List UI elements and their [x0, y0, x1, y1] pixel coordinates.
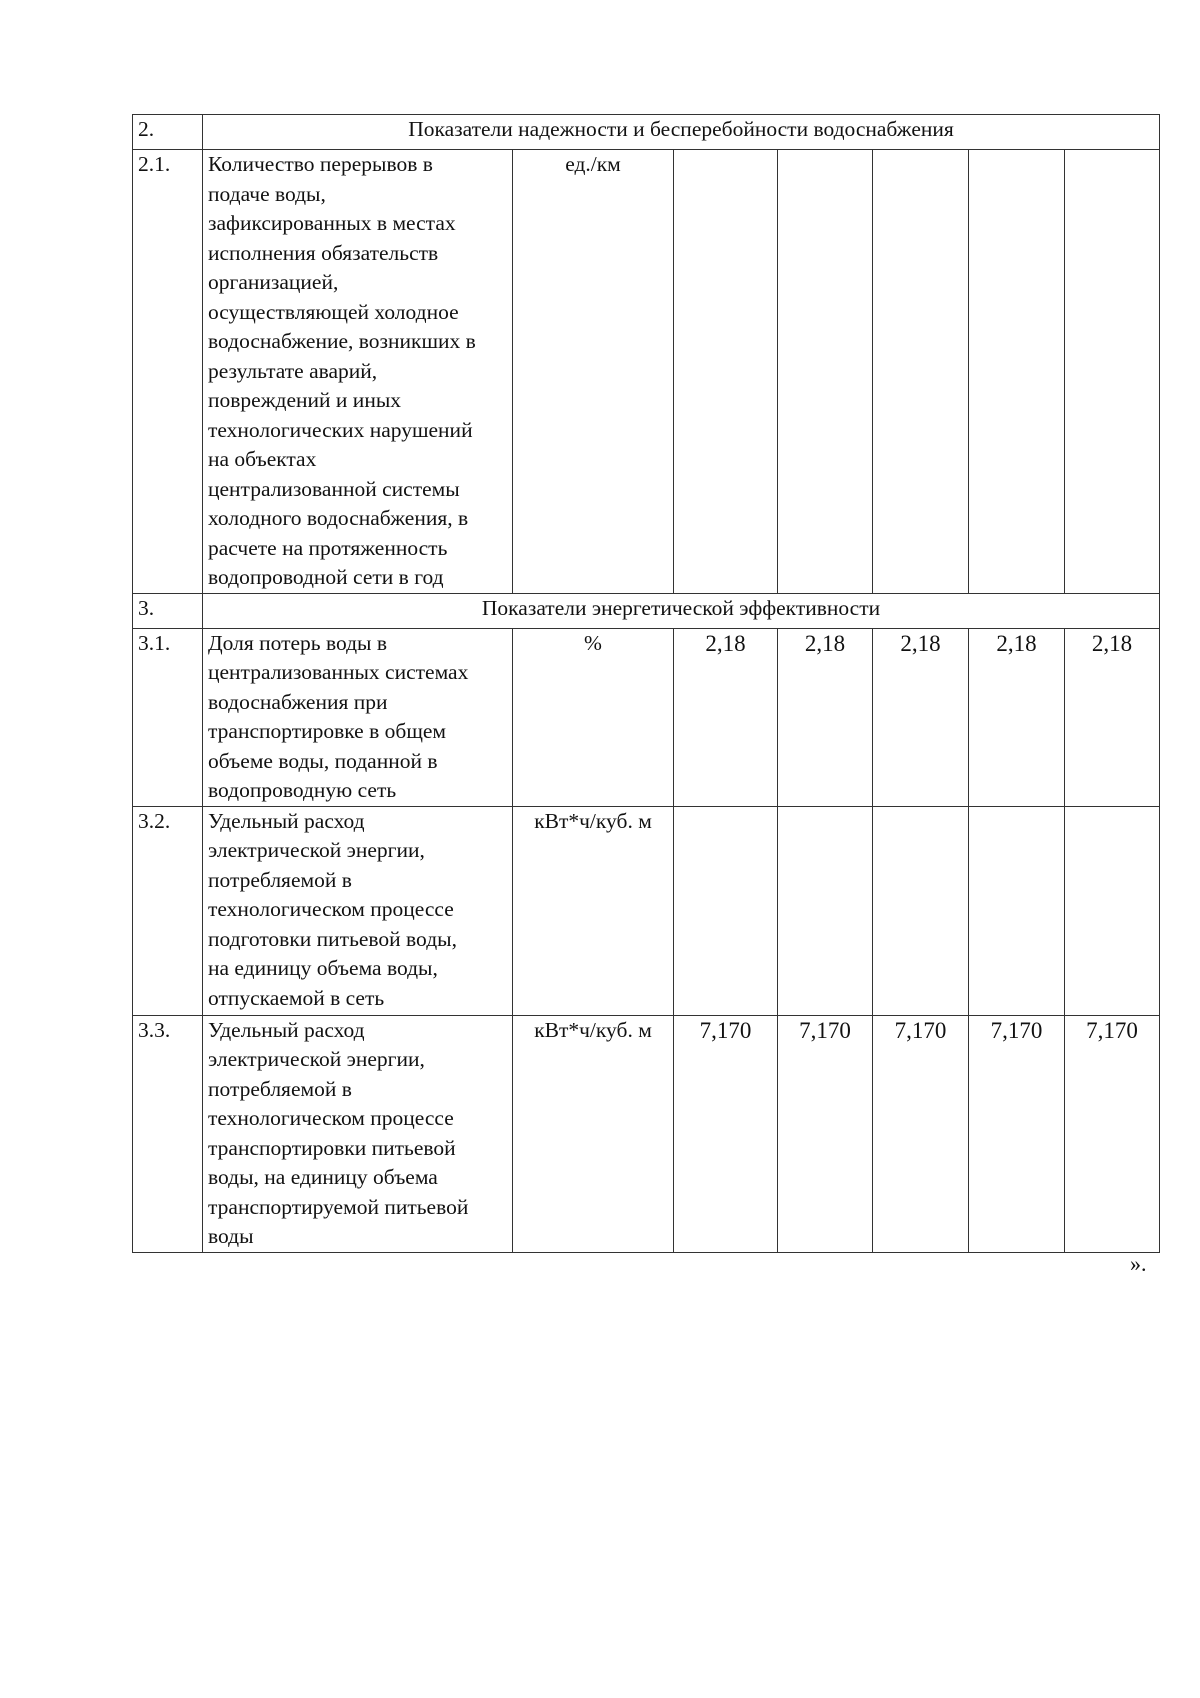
description-line: повреждений и иных: [208, 388, 402, 412]
description-line: технологическом процессе: [208, 1106, 454, 1130]
description-line: транспортировки питьевой: [208, 1135, 456, 1160]
description-line: объеме воды, поданной в: [208, 748, 438, 773]
description-line: технологическом процессе: [208, 897, 454, 921]
row-unit: %: [513, 628, 674, 806]
description-line: исполнения обязательств: [208, 240, 439, 265]
description-line: подготовки питьевой воды,: [208, 926, 457, 951]
description-line: отпускаемой в сеть: [208, 985, 385, 1010]
table-row: [133, 806, 1160, 1015]
description-line: водоснабжение, возникших в: [208, 329, 476, 353]
section-row-2: [133, 115, 1160, 150]
value-cell: [969, 806, 1065, 1015]
row-unit: кВт*ч/куб. м: [513, 806, 674, 1015]
section-row-3: [133, 593, 1160, 628]
description-line: технологических нарушений: [208, 417, 473, 442]
value-cell: 2,18: [969, 628, 1065, 806]
value-cell: 7,170: [1065, 1015, 1160, 1252]
row-unit: кВт*ч/куб. м: [513, 1015, 674, 1252]
description-line: потребляемой в: [208, 867, 352, 892]
value-cell: [778, 806, 873, 1015]
description-line: водопроводную сеть: [208, 778, 397, 802]
section-number: 3.: [133, 593, 203, 628]
row-number: 3.1.: [133, 628, 203, 806]
row-unit: ед./км: [513, 150, 674, 594]
indicators-table: [132, 114, 1160, 1253]
description-line: централизованных системах: [208, 660, 469, 684]
value-cell: 2,18: [1065, 628, 1160, 806]
description-line: транспортировке в общем: [208, 719, 447, 743]
value-cell: [674, 150, 778, 594]
section-title: Показатели надежности и бесперебойности водоснабжения: [203, 115, 1160, 150]
description-line: электрической энергии,: [208, 838, 425, 862]
description-line: Количество перерывов в: [208, 152, 433, 176]
row-description: [203, 628, 513, 806]
description-line: воды, на единицу объема: [208, 1165, 438, 1189]
table-row: [133, 150, 1160, 594]
description-line: холодного водоснабжения, в: [208, 506, 469, 530]
description-line: воды: [208, 1224, 254, 1248]
value-cell: 7,170: [969, 1015, 1065, 1252]
description-line: организацией,: [208, 270, 339, 294]
row-number: 2.1.: [133, 150, 203, 594]
closing-quote-mark: ».: [1130, 1251, 1147, 1276]
value-cell: [1065, 806, 1160, 1015]
value-cell: 7,170: [778, 1015, 873, 1252]
row-number: 3.2.: [133, 806, 203, 1015]
value-cell: [969, 150, 1065, 594]
value-cell: 7,170: [674, 1015, 778, 1252]
description-line: зафиксированных в местах: [208, 211, 456, 235]
description-line: на объектах: [208, 447, 317, 471]
row-number: 3.3.: [133, 1015, 203, 1252]
description-line: потребляемой в: [208, 1076, 352, 1101]
row-description: [203, 806, 513, 1015]
value-cell: [1065, 150, 1160, 594]
description-line: осуществляющей холодное: [208, 299, 459, 324]
value-cell: [674, 806, 778, 1015]
value-cell: 2,18: [674, 628, 778, 806]
value-cell: 7,170: [873, 1015, 969, 1252]
description-line: транспортируемой питьевой: [208, 1194, 469, 1219]
description-line: водопроводной сети в год: [208, 565, 444, 589]
table-row: [133, 1015, 1160, 1252]
row-description: [203, 1015, 513, 1252]
section-number: 2.: [133, 115, 203, 150]
value-cell: 2,18: [873, 628, 969, 806]
description-line: на единицу объема воды,: [208, 956, 438, 980]
value-cell: 2,18: [778, 628, 873, 806]
description-line: Удельный расход: [208, 1017, 365, 1042]
description-line: результате аварий,: [208, 358, 378, 383]
value-cell: [778, 150, 873, 594]
description-line: Доля потерь воды в: [208, 630, 388, 655]
row-description: [203, 150, 513, 594]
description-line: водоснабжения при: [208, 689, 388, 714]
description-line: электрической энергии,: [208, 1047, 425, 1071]
description-line: централизованной системы: [208, 476, 460, 501]
value-cell: [873, 150, 969, 594]
section-title: Показатели энергетической эффективности: [203, 593, 1160, 628]
description-line: подаче воды,: [208, 181, 326, 206]
table-row: [133, 628, 1160, 806]
value-cell: [873, 806, 969, 1015]
description-line: расчете на протяженность: [208, 535, 448, 560]
description-line: Удельный расход: [208, 808, 365, 833]
